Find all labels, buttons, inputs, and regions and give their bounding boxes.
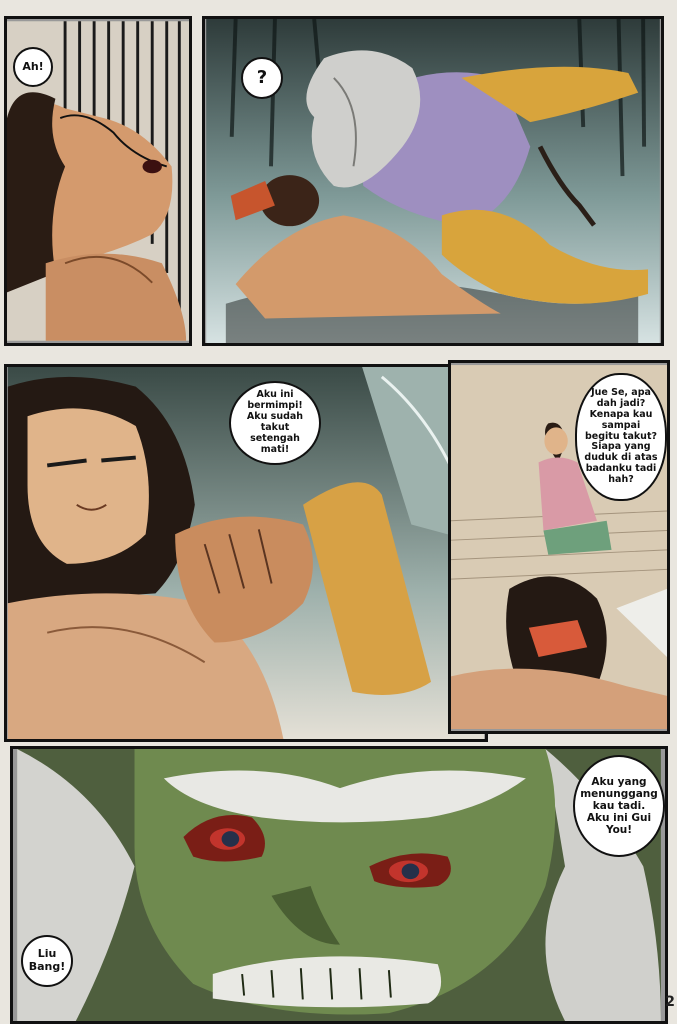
speech-bubble-question: ?	[241, 57, 283, 99]
panel-2	[202, 16, 664, 346]
panel-4	[448, 360, 670, 734]
panel-5-art	[13, 749, 665, 1021]
speech-bubble-dream: Aku ini bermimpi! Aku sudah takut setengah mati!	[229, 381, 321, 465]
speech-bubble-gui-you: Aku yang menunggang kau tadi. Aku ini Gui You!	[573, 755, 665, 857]
panel-1	[4, 16, 192, 346]
speech-bubble-question-girl: Jue Se, apa dah jadi? Kenapa kau sampai begitu takut? Siapa yang duduk di atas badanku tadi hah?	[575, 373, 667, 501]
page-number: 2	[665, 994, 675, 1010]
speech-bubble-liu-bang: Liu Bang!	[21, 935, 73, 987]
panel-5	[10, 746, 668, 1024]
speech-bubble-ah: Ah!	[13, 47, 53, 87]
panel-3	[4, 364, 488, 742]
